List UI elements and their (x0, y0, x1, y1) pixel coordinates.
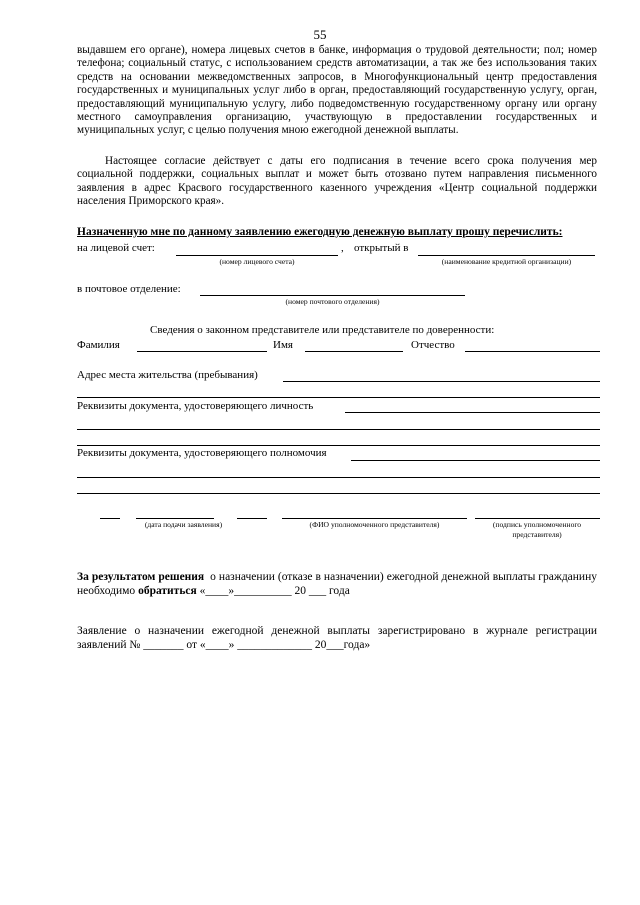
id-document-field[interactable] (345, 412, 600, 413)
page-number: 55 (313, 27, 327, 42)
representative-fio-field[interactable] (282, 518, 467, 519)
fio-caption: (ФИО уполномоченного представителя) (309, 520, 440, 529)
authority-document-label: Реквизиты документа, удостоверяющего полномочия (77, 447, 327, 459)
result-notice (77, 570, 597, 598)
bank-name-caption: (наименование кредитной организации) (441, 257, 572, 266)
date-day-field[interactable] (100, 518, 120, 519)
surname-field[interactable] (137, 351, 267, 352)
patronymic-field[interactable] (465, 351, 600, 352)
id-document-field-line-2[interactable] (77, 429, 600, 430)
id-document-label: Реквизиты документа, удостоверяющего личность (77, 400, 314, 412)
date-field[interactable] (136, 518, 214, 519)
name-label: Имя (273, 339, 293, 351)
post-office-caption: (номер почтового отделения) (285, 297, 380, 306)
date-caption: (дата подачи заявления) (144, 520, 223, 529)
representative-signature-field[interactable] (475, 518, 600, 519)
date-year-field[interactable] (237, 518, 267, 519)
result-date: «____»__________ 20 ___ года (199, 585, 350, 597)
bank-name-field[interactable] (418, 255, 595, 256)
address-field-line-2[interactable] (77, 397, 600, 398)
account-number-caption: (номер лицевого счета) (219, 257, 295, 266)
account-label: на лицевой счет: (77, 242, 155, 254)
address-field[interactable] (283, 381, 600, 382)
authority-document-field[interactable] (351, 460, 600, 461)
result-verb: обратиться (138, 585, 197, 597)
payment-heading: Назначенную мне по данному заявлению ежегодную денежную выплату прошу перечислить: (77, 226, 563, 238)
signature-caption: (подпись уполномоченного представителя) (492, 520, 582, 539)
result-text: о назначении (отказе в назначении) ежегодной денежной выплаты гражданину необходимо (77, 571, 597, 597)
account-number-field[interactable] (176, 255, 338, 256)
address-label: Адрес места жительства (пребывания) (77, 369, 258, 381)
name-field[interactable] (305, 351, 403, 352)
authority-document-field-line-3[interactable] (77, 493, 600, 494)
representative-heading: Сведения о законном представителе или представителе по доверенности: (150, 324, 495, 336)
result-bold: За результатом решения (77, 571, 205, 583)
account-comma: , (341, 242, 344, 254)
post-office-label: в почтовое отделение: (77, 283, 181, 295)
surname-label: Фамилия (77, 339, 120, 351)
consent-validity-paragraph: Настоящее согласие действует с даты его подписания в течение всего срока получения мер социальной поддержки, социальных выплат и может быть отозвано путем направления письменного заявления в адрес Красвого государственного казенного учреждения «Центр социальной поддержки населения Приморского края». (77, 155, 597, 208)
post-office-field[interactable] (200, 295, 465, 296)
patronymic-label: Отчество (411, 339, 455, 351)
registration-notice: Заявление о назначении ежегодной денежной выплаты зарегистрировано в журнале регистрации заявлений № _______ от «____» _____________ 20___года» (77, 625, 597, 651)
opened-in-label: открытый в (354, 242, 409, 254)
consent-paragraph-continued: выдавшем его органе), номера лицевых счетов в банке, информация о трудовой деятельности; пол; номер телефона; социальный статус, с использованием средств автоматизации, а так же без использования таких средств на основании межведомственных запросов, в Многофункциональный центр предоставления государственных и муниципальных услуг либо в орган, предоставляющий государственную услугу, орган, предоставляющий муниципальную услугу, либо подведомственную государственному органу или органу местного самоуправления организацию, участвующую в предоставлении государственных и муниципальных услуг, с целью получения мною ежегодной денежной выплаты. (77, 44, 597, 137)
authority-document-field-line-2[interactable] (77, 477, 600, 478)
id-document-field-line-3[interactable] (77, 445, 600, 446)
